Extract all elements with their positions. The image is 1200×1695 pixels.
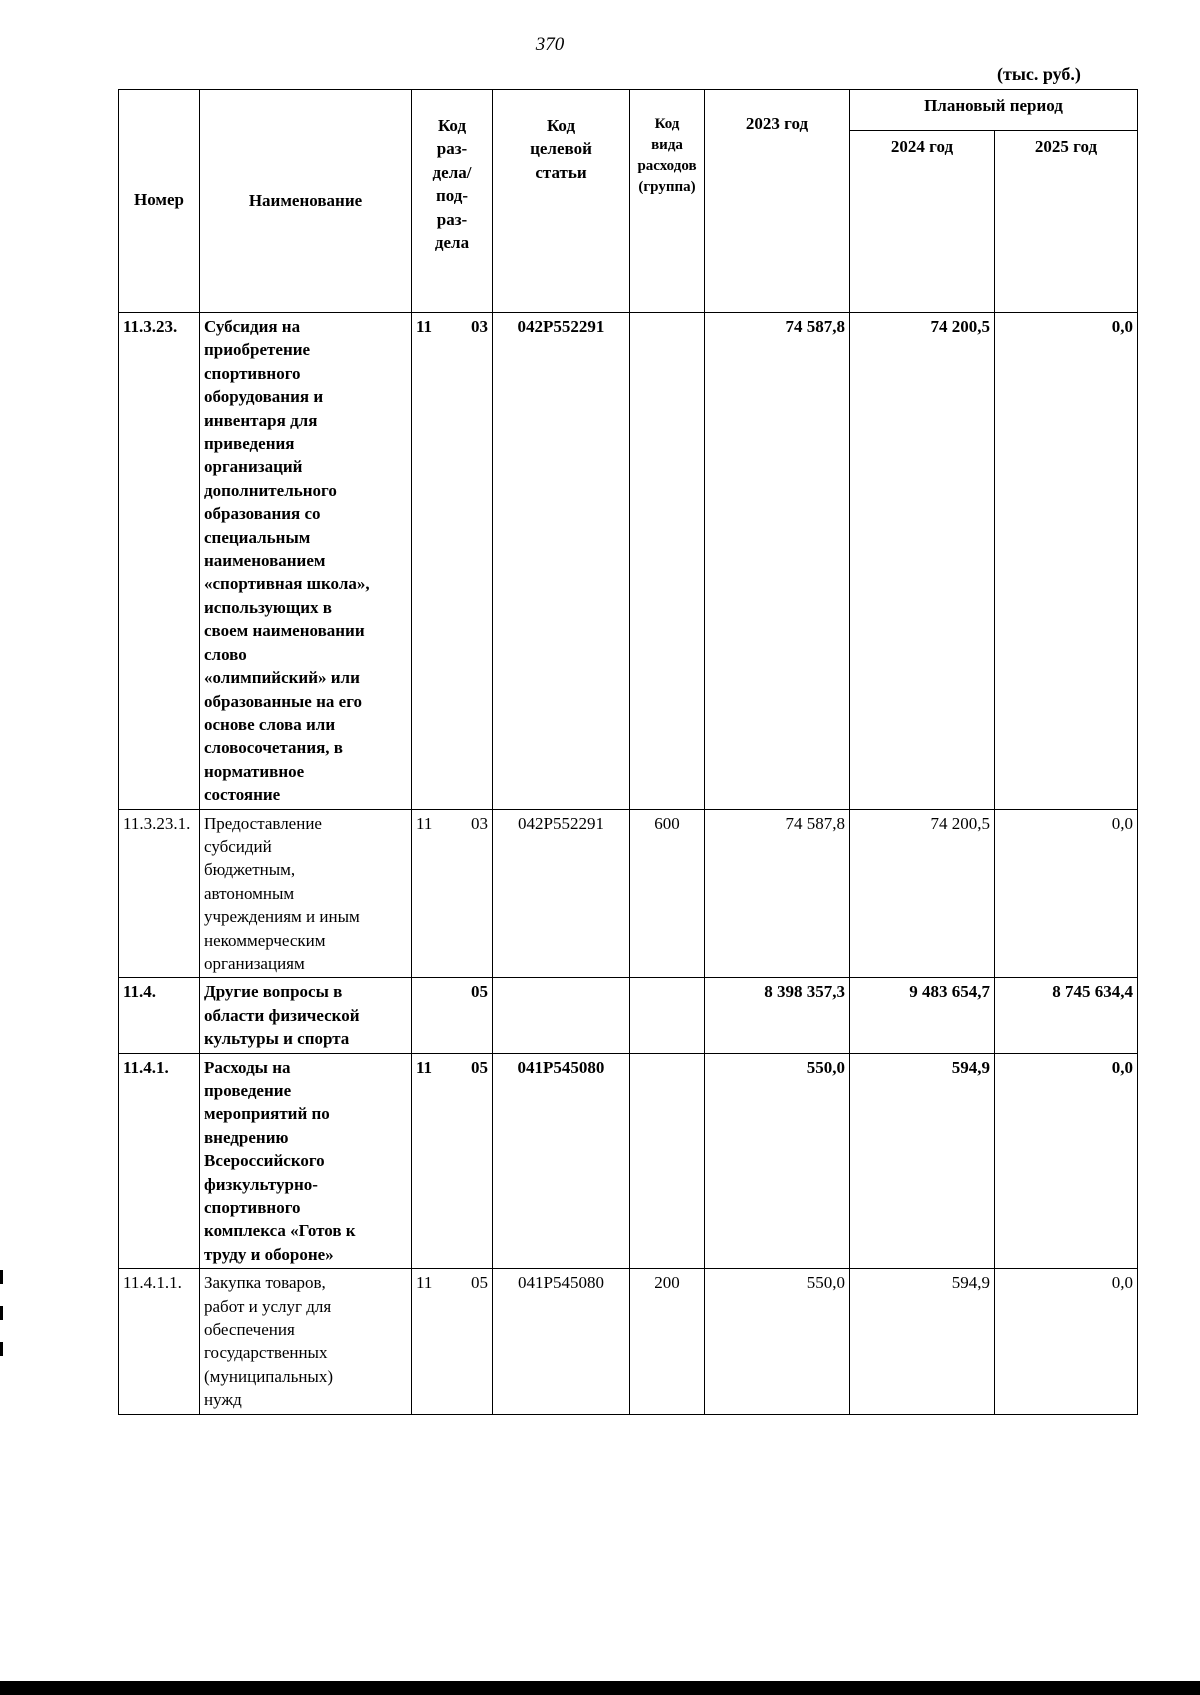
row-target-code: 041P545080 [493, 1269, 630, 1414]
row-number: 11.4.1. [119, 1053, 200, 1269]
text-line: целевой [530, 139, 592, 159]
text-line: нормативное [204, 761, 305, 781]
text-line: работ и услуг для [204, 1296, 332, 1316]
text-line: проведение [204, 1081, 292, 1100]
row-amount-2023: 74 587,8 [705, 809, 850, 978]
text-line: субсидий [204, 836, 272, 856]
row-section-code [412, 313, 493, 810]
section-code: 11 [416, 1057, 433, 1077]
header-planned-period: Плановый период [850, 90, 1138, 131]
text-line: своем наименовании [204, 621, 365, 641]
header-target-code [493, 90, 630, 313]
row-amount-2025: 0,0 [995, 1053, 1138, 1269]
text-line: вида [651, 137, 683, 153]
text-line: дела [434, 233, 470, 253]
header-name: Наименование [200, 90, 412, 313]
table-body [119, 313, 1138, 1415]
row-amount-2024: 9 483 654,7 [850, 978, 995, 1053]
section-code: 11 [416, 1273, 433, 1293]
row-amount-2024: 594,9 [850, 1053, 995, 1269]
text-line: труду и обороне» [204, 1244, 334, 1264]
row-amount-2023: 550,0 [705, 1053, 850, 1269]
header-number: Номер [119, 90, 200, 313]
row-name [200, 1053, 412, 1269]
text-line: Код [437, 116, 467, 135]
table-row [119, 809, 1138, 978]
scan-edge-marks [0, 1270, 3, 1380]
text-line: приведения [204, 434, 295, 454]
row-target-code: 042P552291 [493, 313, 630, 810]
text-line: состояние [204, 785, 281, 805]
text-line: обеспечения [204, 1320, 295, 1340]
text-line: некоммерческим [204, 930, 326, 950]
text-line: Предоставление [204, 813, 322, 833]
text-line: статьи [535, 162, 587, 182]
header-expense-type-code [630, 90, 705, 313]
subsection-code: 05 [471, 1273, 488, 1293]
row-expense-type-code: 600 [630, 809, 705, 978]
section-code: 11 [416, 813, 433, 833]
row-section-code [412, 1269, 493, 1414]
text-line: раз- [436, 209, 468, 229]
text-line: раз- [436, 139, 468, 159]
row-expense-type-code: 200 [630, 1269, 705, 1414]
text-line: комплекса «Готов к [204, 1221, 356, 1241]
text-line: наименованием [204, 551, 326, 571]
page-number: 370 [535, 34, 565, 55]
text-line: образования со [204, 504, 321, 524]
row-amount-2025: 0,0 [995, 809, 1138, 978]
row-number: 11.3.23.1. [119, 809, 200, 978]
subsection-code: 03 [471, 813, 488, 833]
text-line: Другие вопросы в [204, 982, 343, 1002]
text-line: спортивного [204, 1198, 301, 1218]
row-name [200, 978, 412, 1053]
row-name [200, 313, 412, 810]
text-line: дела/ [432, 162, 472, 182]
header-year-2025: 2025 год [995, 131, 1138, 313]
text-line: оборудования и [204, 387, 324, 407]
text-line: государственных [204, 1343, 328, 1363]
text-line: области физической [204, 1005, 360, 1025]
text-line: Всероссийского [204, 1151, 325, 1171]
row-amount-2025: 8 745 634,4 [995, 978, 1138, 1053]
row-amount-2023: 74 587,8 [705, 313, 850, 810]
header-year-2023: 2023 год [705, 90, 850, 313]
text-line: под- [435, 186, 469, 206]
subsection-code: 05 [471, 1057, 488, 1077]
text-line: Расходы на [204, 1057, 291, 1077]
row-amount-2025: 0,0 [995, 313, 1138, 810]
text-line: (группа) [638, 179, 696, 195]
scan-bottom-band [0, 1681, 1200, 1695]
text-line: мероприятий по [204, 1104, 330, 1124]
text-line: нужд [204, 1390, 242, 1410]
row-amount-2023: 8 398 357,3 [705, 978, 850, 1053]
table-header [119, 90, 1138, 313]
row-amount-2024: 74 200,5 [850, 809, 995, 978]
row-amount-2024: 74 200,5 [850, 313, 995, 810]
text-line: организаций [204, 457, 303, 477]
text-line: специальным [204, 527, 311, 547]
row-section-code [412, 809, 493, 978]
row-section-code [412, 1053, 493, 1269]
row-number: 11.4.1.1. [119, 1269, 200, 1414]
table-row [119, 1053, 1138, 1269]
subsection-code: 03 [471, 317, 488, 336]
row-name [200, 1269, 412, 1414]
text-line: основе слова или [204, 714, 336, 734]
table-row [119, 978, 1138, 1053]
text-line: спортивного [204, 363, 301, 383]
row-section-code [412, 978, 493, 1053]
text-line: слово [204, 644, 247, 664]
text-line: автономным [204, 883, 295, 903]
text-line: дополнительного [204, 480, 337, 500]
table-row [119, 313, 1138, 810]
header-year-2024: 2024 год [850, 131, 995, 313]
row-amount-2025: 0,0 [995, 1269, 1138, 1414]
subsection-code: 05 [471, 982, 488, 1002]
row-amount-2024: 594,9 [850, 1269, 995, 1414]
text-line: физкультурно- [204, 1174, 318, 1194]
text-line: культуры и спорта [204, 1029, 350, 1049]
text-line: расходов [637, 158, 697, 174]
row-amount-2023: 550,0 [705, 1269, 850, 1414]
text-line: инвентаря для [204, 410, 318, 430]
text-line: Закупка товаров, [204, 1273, 326, 1293]
row-number: 11.3.23. [119, 313, 200, 810]
header-section-code [412, 90, 493, 313]
text-line: (муниципальных) [204, 1366, 334, 1386]
row-target-code: 042P552291 [493, 809, 630, 978]
row-expense-type-code [630, 978, 705, 1053]
text-line: приобретение [204, 340, 311, 360]
text-line: Код [546, 116, 576, 135]
text-line: использующих в [204, 597, 332, 617]
text-line: «олимпийский» или [204, 668, 360, 688]
text-line: образованные на его [204, 691, 362, 711]
text-line: учреждениям и иным [204, 907, 360, 927]
text-line: словосочетания, в [204, 738, 343, 758]
budget-table [118, 89, 1138, 1415]
row-number: 11.4. [119, 978, 200, 1053]
text-line: бюджетным, [204, 860, 296, 880]
text-line: Код [654, 116, 680, 132]
row-target-code: 041P545080 [493, 1053, 630, 1269]
row-expense-type-code [630, 313, 705, 810]
section-code: 11 [416, 317, 433, 336]
row-name [200, 809, 412, 978]
text-line: Субсидия на [204, 317, 301, 336]
row-target-code [493, 978, 630, 1053]
text-line: организациям [204, 953, 305, 973]
text-line: внедрению [204, 1127, 289, 1147]
units-label: (тыс. руб.) [997, 64, 1081, 84]
row-expense-type-code [630, 1053, 705, 1269]
text-line: «спортивная школа», [204, 574, 370, 594]
table-row [119, 1269, 1138, 1414]
